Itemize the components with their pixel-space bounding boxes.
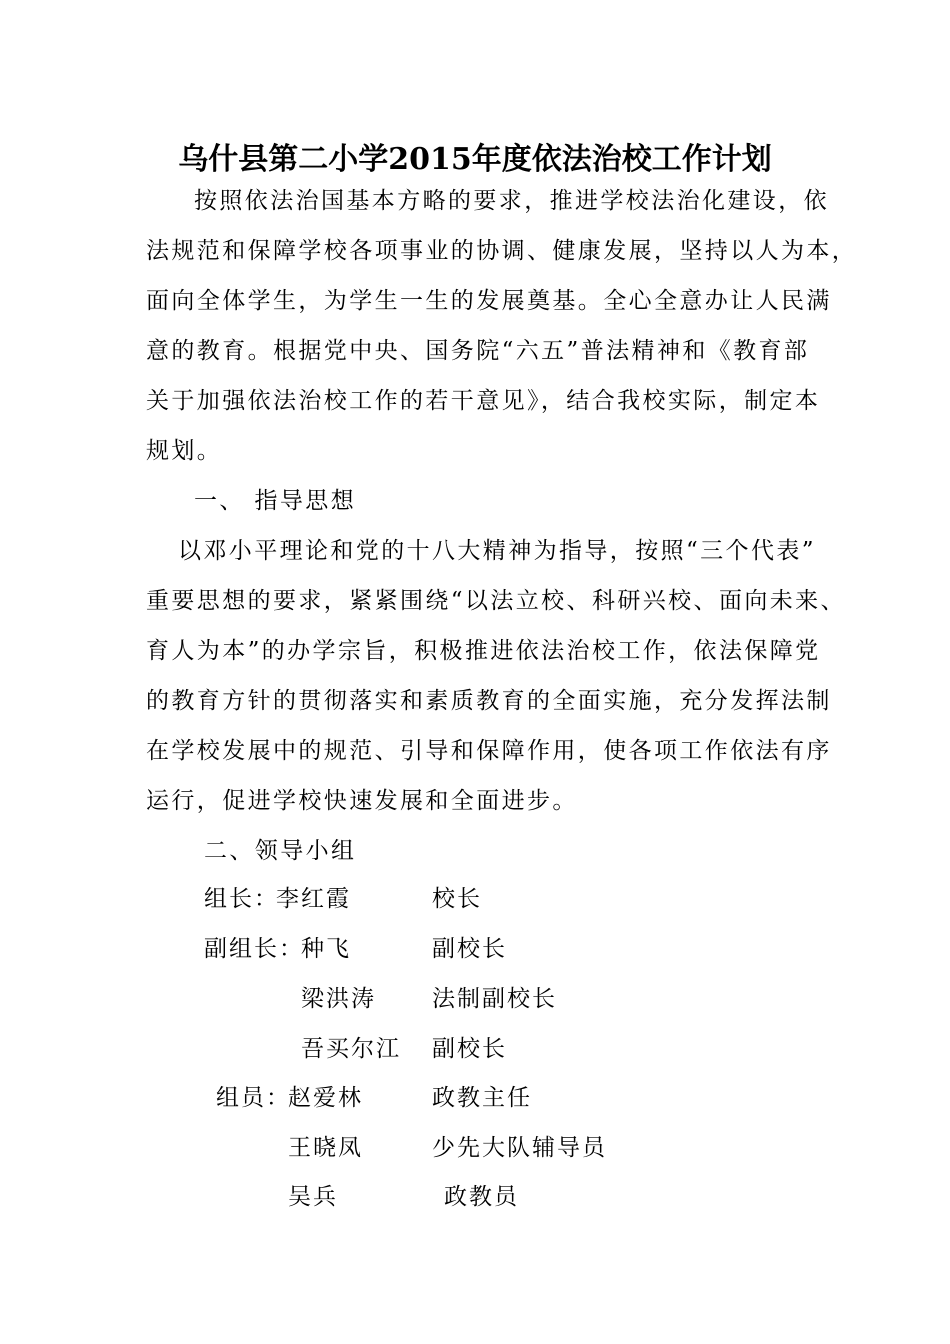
section-heading-guiding-ideology: 一、 指导思想 — [194, 488, 357, 514]
deputy-name: 梁洪涛 — [301, 986, 376, 1012]
member-role: 政教主任 — [432, 1085, 532, 1111]
section1-line: 以邓小平理论和党的十八大精神为指导，按照“三个代表” — [178, 538, 816, 564]
leader-role: 校长 — [432, 886, 482, 912]
member-name: 吴兵 — [288, 1184, 338, 1210]
deputy-label: 副组长： — [204, 936, 304, 962]
section1-line: 重要思想的要求，紧紧围绕“以法立校、科研兴校、面向未来、 — [146, 588, 846, 614]
intro-line: 意的教育。根据党中央、国务院“六五”普法精神和《教育部 — [146, 338, 810, 364]
leader-name: 李红霞 — [276, 886, 351, 912]
member-name: 王晓凤 — [288, 1135, 363, 1161]
section1-line: 育人为本”的办学宗旨，积极推进依法治校工作，依法保障党 — [146, 638, 821, 664]
section1-line: 运行，促进学校快速发展和全面进步。 — [146, 788, 578, 814]
member-name: 赵爱林 — [288, 1085, 363, 1111]
document-title: 乌什县第二小学2015年度依法治校工作计划 — [178, 142, 772, 177]
section1-line: 在学校发展中的规范、引导和保障作用，使各项工作依法有序 — [146, 738, 832, 764]
member-label: 组员： — [216, 1085, 291, 1111]
leader-label: 组长： — [204, 886, 279, 912]
intro-line: 法规范和保障学校各项事业的协调、健康发展，坚持以人为本， — [146, 238, 858, 264]
intro-line: 面向全体学生，为学生一生的发展奠基。全心全意办让人民满 — [146, 288, 832, 314]
deputy-role: 副校长 — [432, 1036, 507, 1062]
deputy-role: 副校长 — [432, 936, 507, 962]
deputy-name: 种飞 — [301, 936, 351, 962]
intro-line: 关于加强依法治校工作的若干意见》，结合我校实际，制定本 — [146, 388, 821, 414]
intro-line: 规划。 — [146, 438, 223, 464]
member-role: 政教员 — [444, 1184, 519, 1210]
deputy-role: 法制副校长 — [432, 986, 557, 1012]
member-role: 少先大队辅导员 — [432, 1135, 607, 1161]
section1-line: 的教育方针的贯彻落实和素质教育的全面实施，充分发挥法制 — [146, 688, 832, 714]
section-heading-leadership-group: 二、领导小组 — [204, 838, 357, 864]
deputy-name: 吾买尔江 — [301, 1036, 401, 1062]
intro-line: 按照依法治国基本方略的要求，推进学校法治化建设，依 — [194, 188, 829, 214]
